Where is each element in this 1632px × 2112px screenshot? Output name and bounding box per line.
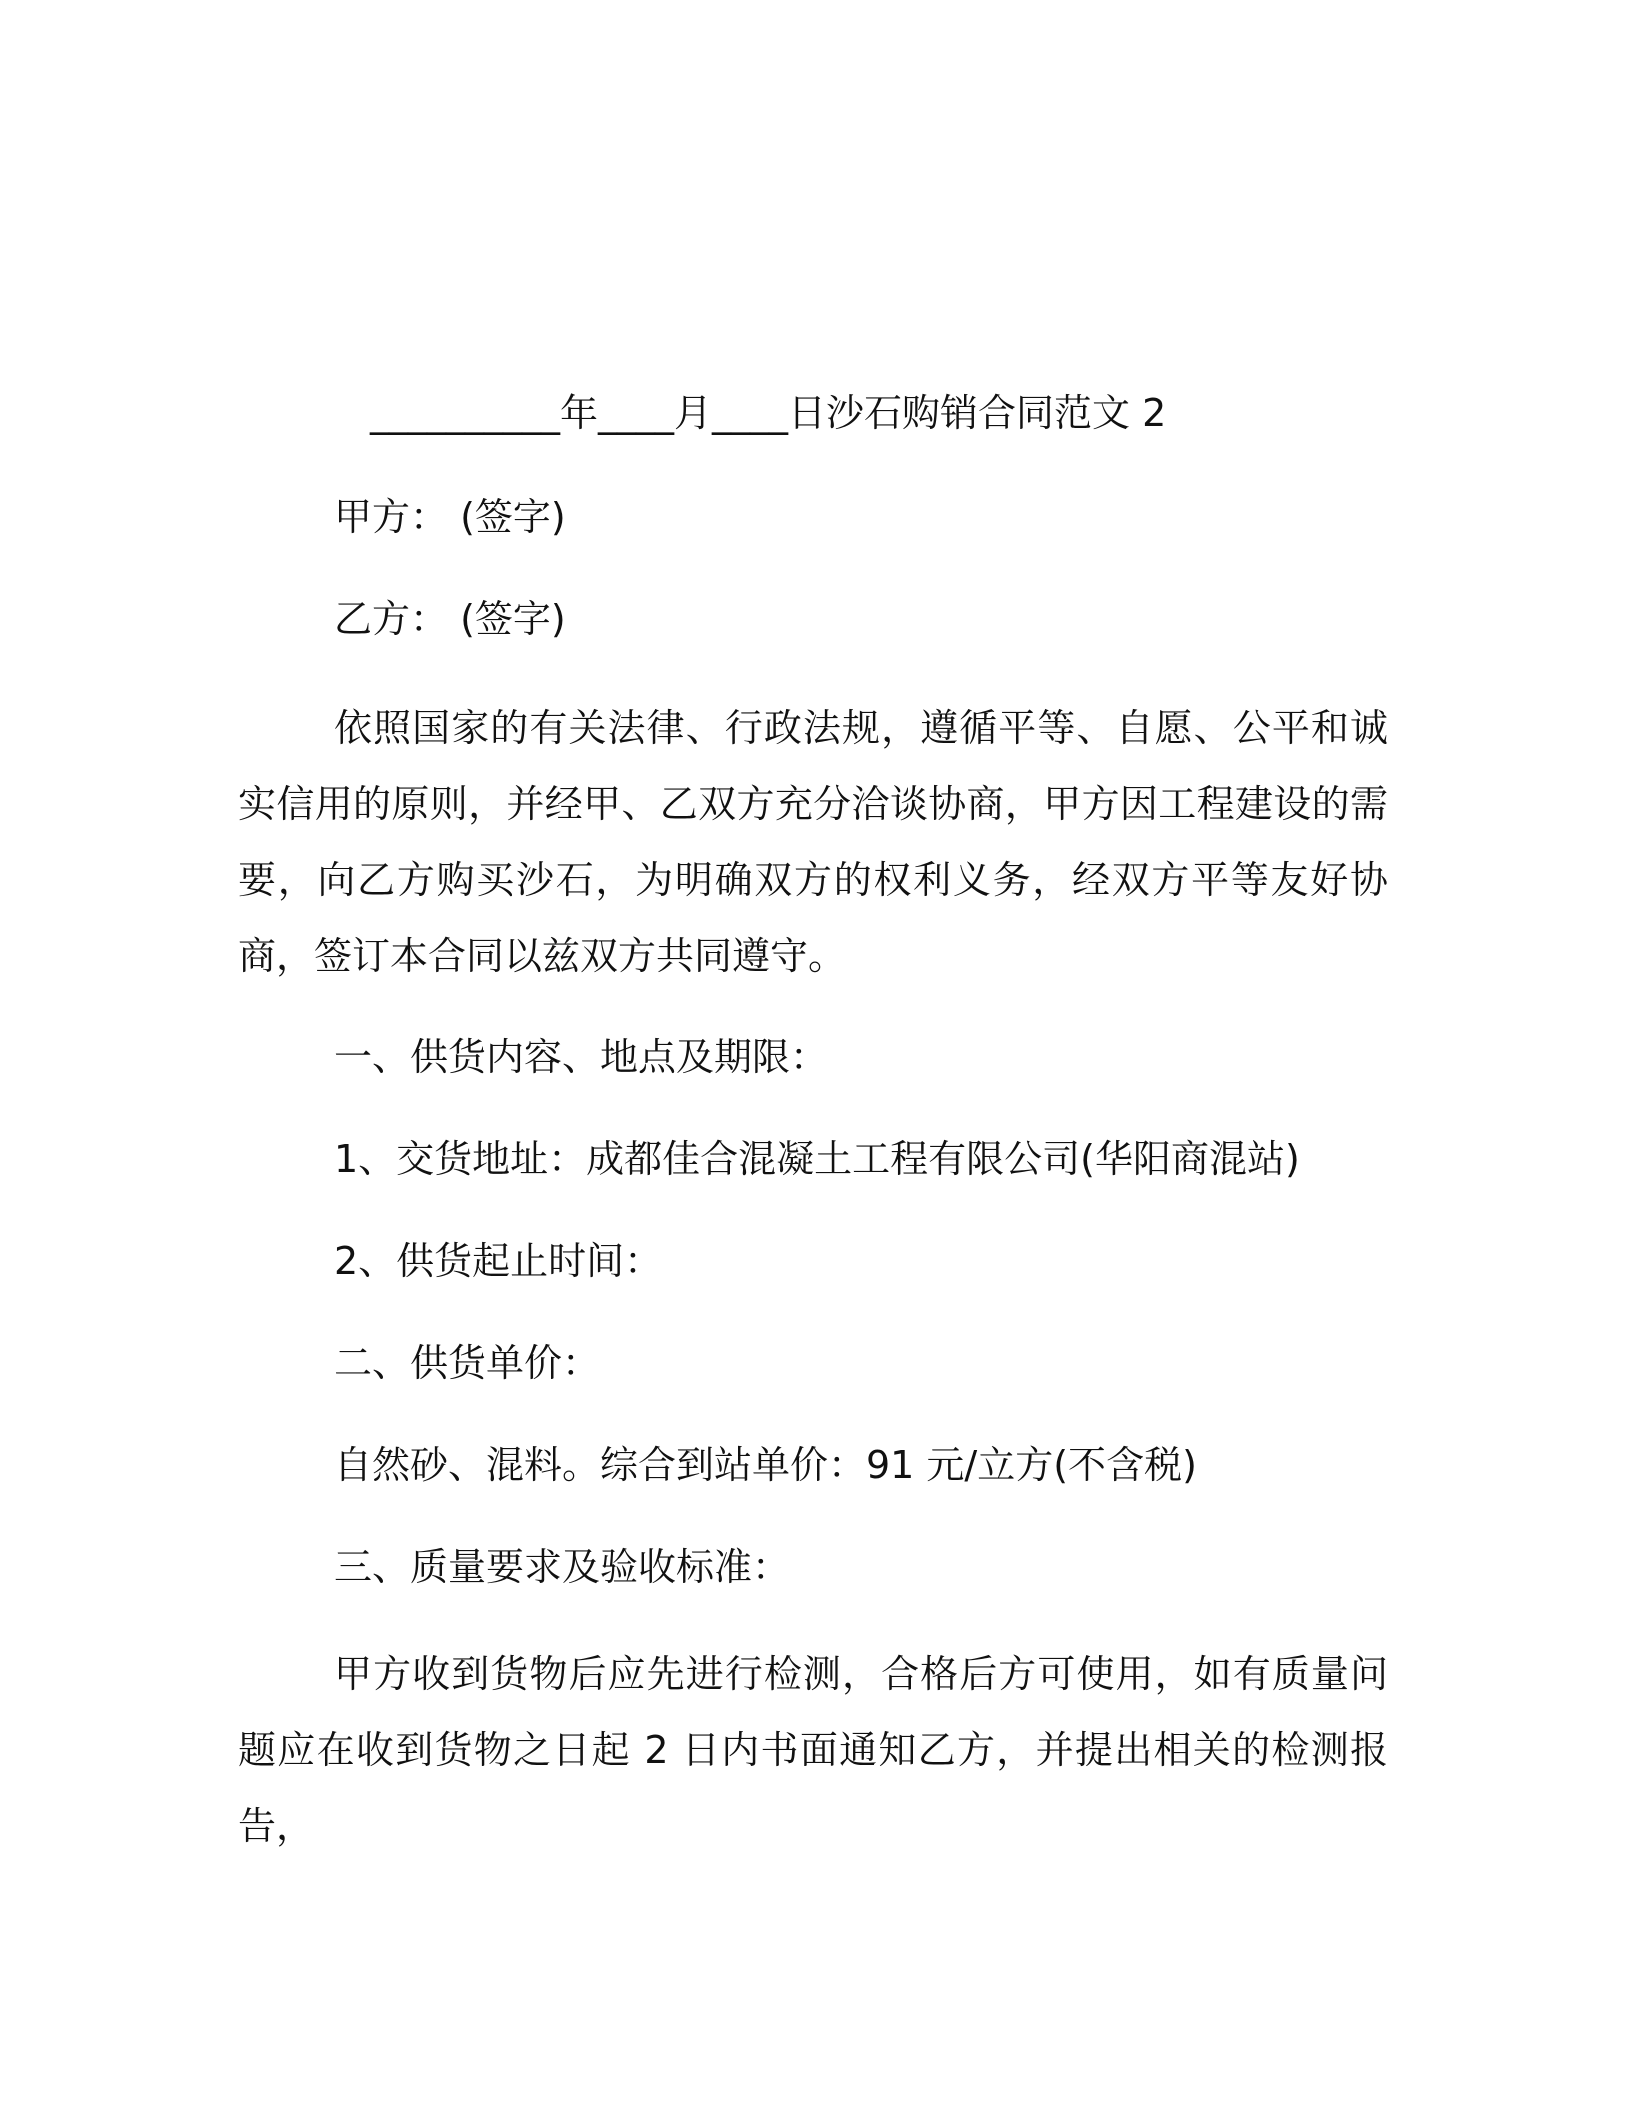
document-title: __________年____月____日沙石购销合同范文 2 <box>370 391 1167 435</box>
section-3-paragraph: 甲方收到货物后应先进行检测，合格后方可使用，如有质量问题应在收到货物之日起 2 日内书面通知乙方，并提出相关的检测报告， <box>238 1652 1388 1848</box>
section-2-heading: 二、供货单价： <box>334 1341 601 1385</box>
section-2-text: 自然砂、混料。综合到站单价：91 元/立方(不含税) <box>334 1443 1197 1487</box>
section-3-heading: 三、质量要求及验收标准： <box>334 1545 791 1589</box>
section-1-heading: 一、供货内容、地点及期限： <box>334 1035 829 1079</box>
intro-paragraph: 依照国家的有关法律、行政法规，遵循平等、自愿、公平和诚实信用的原则，并经甲、乙双方充分洽谈协商，甲方因工程建设的需要，向乙方购买沙石，为明确双方的权利义务，经双方平等友好协商，签订本合同以兹双方共同遵守。 <box>238 706 1388 978</box>
party-a-signature: 甲方： (签字) <box>334 495 566 539</box>
party-b-signature: 乙方： (签字) <box>334 597 566 641</box>
section-1-item-1: 1、交货地址：成都佳合混凝土工程有限公司(华阳商混站) <box>334 1137 1300 1181</box>
section-1-item-2: 2、供货起止时间： <box>334 1239 663 1283</box>
